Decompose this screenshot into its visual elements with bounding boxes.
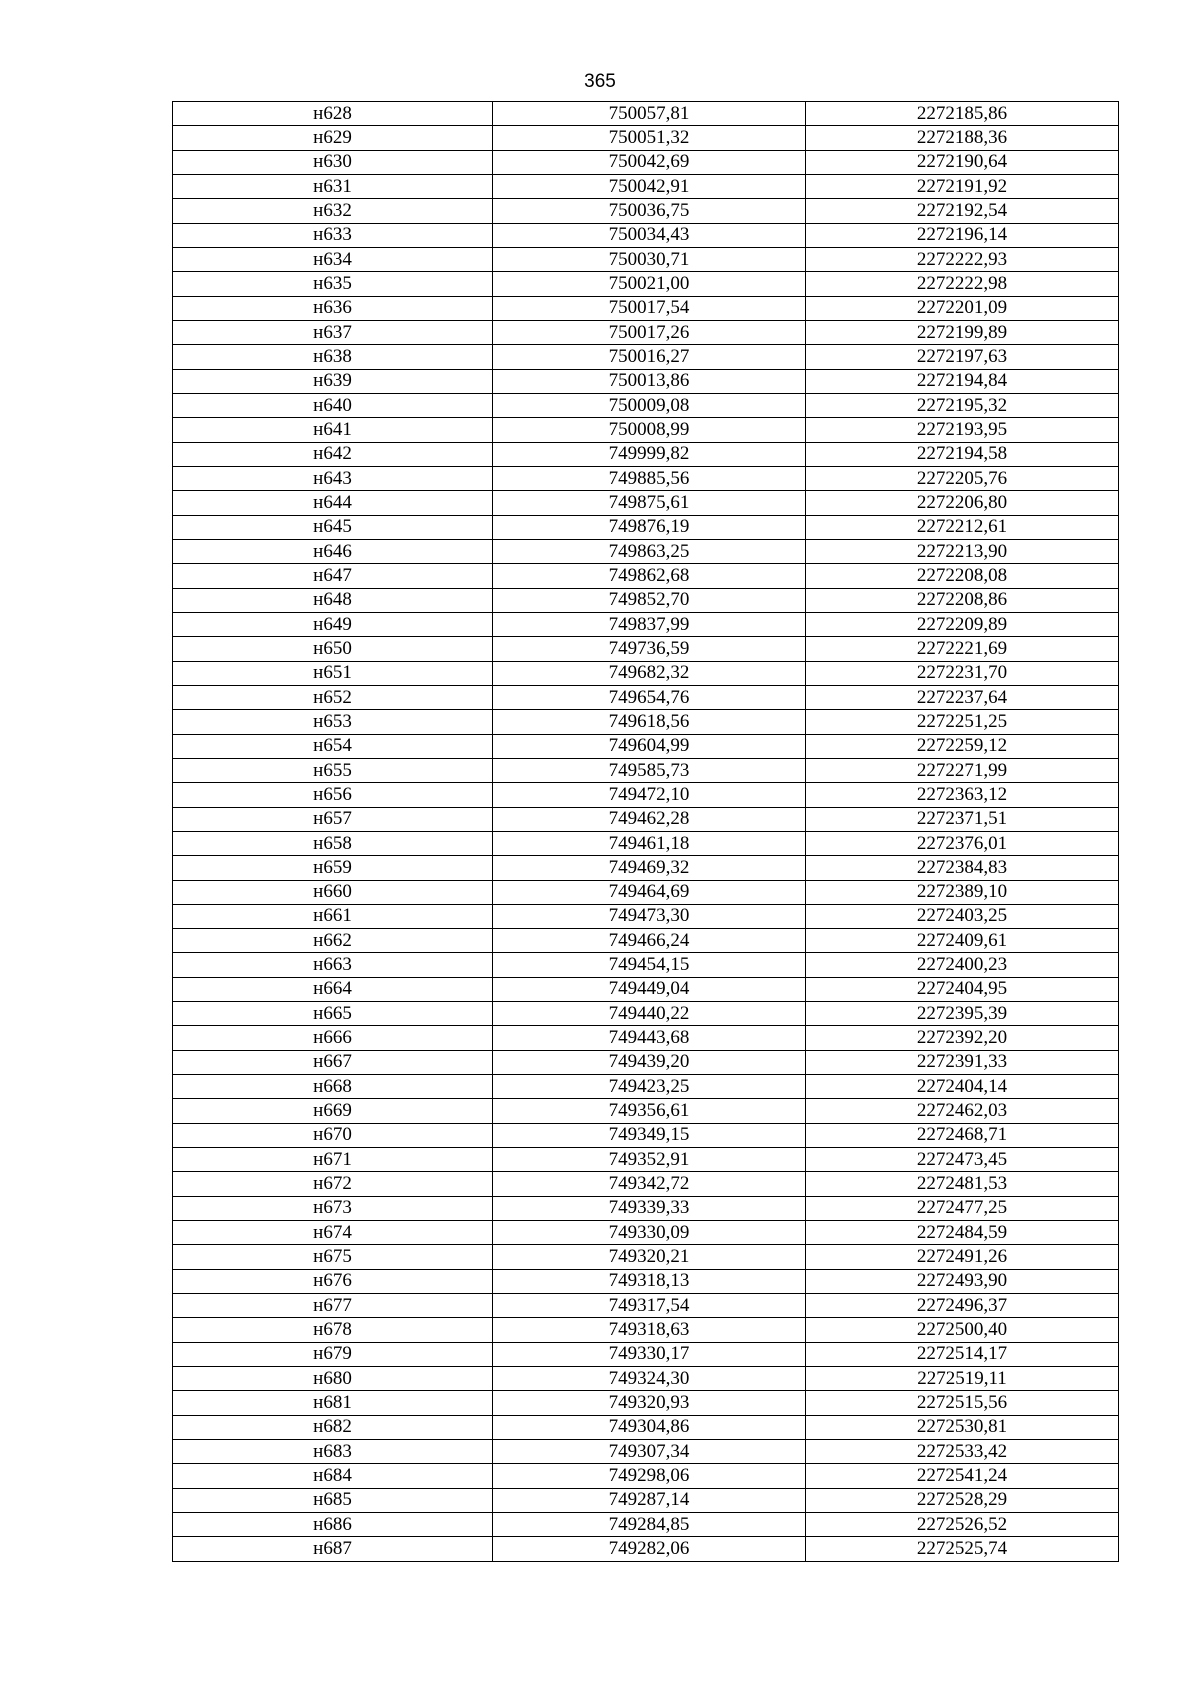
y-coordinate-cell: 2272496,37: [806, 1294, 1119, 1318]
table-row: [173, 223, 1119, 247]
point-id-cell: н628: [173, 102, 493, 126]
y-coordinate-cell: 2272376,01: [806, 831, 1119, 855]
point-id-cell: н638: [173, 345, 493, 369]
table-row: [173, 734, 1119, 758]
y-coordinate-cell: 2272251,25: [806, 710, 1119, 734]
table-row: [173, 1269, 1119, 1293]
y-coordinate-cell: 2272409,61: [806, 929, 1119, 953]
point-id-cell: н679: [173, 1342, 493, 1366]
y-coordinate-cell: 2272515,56: [806, 1391, 1119, 1415]
table-row: [173, 1123, 1119, 1147]
point-id-cell: н685: [173, 1488, 493, 1512]
table-row: [173, 272, 1119, 296]
table-row: [173, 345, 1119, 369]
x-coordinate-cell: 750042,69: [493, 150, 806, 174]
x-coordinate-cell: 749423,25: [493, 1075, 806, 1099]
table-row: [173, 1391, 1119, 1415]
y-coordinate-cell: 2272525,74: [806, 1537, 1119, 1561]
table-row: [173, 564, 1119, 588]
point-id-cell: н659: [173, 856, 493, 880]
y-coordinate-cell: 2272541,24: [806, 1464, 1119, 1488]
table-row: [173, 929, 1119, 953]
x-coordinate-cell: 750021,00: [493, 272, 806, 296]
table-row: [173, 1342, 1119, 1366]
point-id-cell: н633: [173, 223, 493, 247]
x-coordinate-cell: 749298,06: [493, 1464, 806, 1488]
table-row: [173, 783, 1119, 807]
y-coordinate-cell: 2272481,53: [806, 1172, 1119, 1196]
table-row: [173, 831, 1119, 855]
x-coordinate-cell: 750057,81: [493, 102, 806, 126]
y-coordinate-cell: 2272533,42: [806, 1440, 1119, 1464]
y-coordinate-cell: 2272500,40: [806, 1318, 1119, 1342]
table-row: [173, 1221, 1119, 1245]
x-coordinate-cell: 750017,54: [493, 296, 806, 320]
y-coordinate-cell: 2272271,99: [806, 758, 1119, 782]
y-coordinate-cell: 2272491,26: [806, 1245, 1119, 1269]
point-id-cell: н687: [173, 1537, 493, 1561]
point-id-cell: н639: [173, 369, 493, 393]
y-coordinate-cell: 2272259,12: [806, 734, 1119, 758]
y-coordinate-cell: 2272221,69: [806, 637, 1119, 661]
x-coordinate-cell: 749320,21: [493, 1245, 806, 1269]
y-coordinate-cell: 2272208,86: [806, 588, 1119, 612]
y-coordinate-cell: 2272222,98: [806, 272, 1119, 296]
page-number: 365: [584, 71, 616, 92]
table-row: [173, 369, 1119, 393]
table-row: [173, 1099, 1119, 1123]
y-coordinate-cell: 2272222,93: [806, 247, 1119, 271]
x-coordinate-cell: 749682,32: [493, 661, 806, 685]
x-coordinate-cell: 749304,86: [493, 1415, 806, 1439]
point-id-cell: н651: [173, 661, 493, 685]
y-coordinate-cell: 2272195,32: [806, 393, 1119, 417]
x-coordinate-cell: 749317,54: [493, 1294, 806, 1318]
table-row: [173, 1294, 1119, 1318]
x-coordinate-cell: 749472,10: [493, 783, 806, 807]
x-coordinate-cell: 749339,33: [493, 1196, 806, 1220]
point-id-cell: н684: [173, 1464, 493, 1488]
point-id-cell: н635: [173, 272, 493, 296]
y-coordinate-cell: 2272384,83: [806, 856, 1119, 880]
table-row: [173, 539, 1119, 563]
y-coordinate-cell: 2272199,89: [806, 320, 1119, 344]
x-coordinate-cell: 750008,99: [493, 418, 806, 442]
x-coordinate-cell: 749885,56: [493, 466, 806, 490]
table-row: [173, 637, 1119, 661]
point-id-cell: н646: [173, 539, 493, 563]
x-coordinate-cell: 749462,28: [493, 807, 806, 831]
point-id-cell: н661: [173, 904, 493, 928]
table-row: [173, 1050, 1119, 1074]
x-coordinate-cell: 749324,30: [493, 1367, 806, 1391]
x-coordinate-cell: 749439,20: [493, 1050, 806, 1074]
point-id-cell: н665: [173, 1002, 493, 1026]
point-id-cell: н670: [173, 1123, 493, 1147]
x-coordinate-cell: 749449,04: [493, 977, 806, 1001]
point-id-cell: н652: [173, 685, 493, 709]
point-id-cell: н656: [173, 783, 493, 807]
y-coordinate-cell: 2272404,95: [806, 977, 1119, 1001]
y-coordinate-cell: 2272194,58: [806, 442, 1119, 466]
x-coordinate-cell: 749330,09: [493, 1221, 806, 1245]
y-coordinate-cell: 2272403,25: [806, 904, 1119, 928]
table-row: [173, 953, 1119, 977]
x-coordinate-cell: 749461,18: [493, 831, 806, 855]
table-row: [173, 1318, 1119, 1342]
point-id-cell: н637: [173, 320, 493, 344]
y-coordinate-cell: 2272389,10: [806, 880, 1119, 904]
point-id-cell: н655: [173, 758, 493, 782]
x-coordinate-cell: 749654,76: [493, 685, 806, 709]
y-coordinate-cell: 2272468,71: [806, 1123, 1119, 1147]
table-row: [173, 199, 1119, 223]
x-coordinate-cell: 749287,14: [493, 1488, 806, 1512]
x-coordinate-cell: 750051,32: [493, 126, 806, 150]
y-coordinate-cell: 2272363,12: [806, 783, 1119, 807]
table-row: [173, 1148, 1119, 1172]
y-coordinate-cell: 2272514,17: [806, 1342, 1119, 1366]
point-id-cell: н672: [173, 1172, 493, 1196]
y-coordinate-cell: 2272192,54: [806, 199, 1119, 223]
x-coordinate-cell: 749320,93: [493, 1391, 806, 1415]
point-id-cell: н654: [173, 734, 493, 758]
y-coordinate-cell: 2272473,45: [806, 1148, 1119, 1172]
point-id-cell: н642: [173, 442, 493, 466]
table-row: [173, 758, 1119, 782]
table-row: [173, 126, 1119, 150]
y-coordinate-cell: 2272206,80: [806, 491, 1119, 515]
table-row: [173, 710, 1119, 734]
table-row: [173, 174, 1119, 198]
point-id-cell: н658: [173, 831, 493, 855]
point-id-cell: н663: [173, 953, 493, 977]
x-coordinate-cell: 750034,43: [493, 223, 806, 247]
y-coordinate-cell: 2272185,86: [806, 102, 1119, 126]
table-row: [173, 1026, 1119, 1050]
x-coordinate-cell: 749876,19: [493, 515, 806, 539]
x-coordinate-cell: 749618,56: [493, 710, 806, 734]
table-row: [173, 904, 1119, 928]
table-row: [173, 393, 1119, 417]
table-row: [173, 1488, 1119, 1512]
y-coordinate-cell: 2272493,90: [806, 1269, 1119, 1293]
table-row: [173, 1440, 1119, 1464]
table-row: [173, 515, 1119, 539]
y-coordinate-cell: 2272392,20: [806, 1026, 1119, 1050]
x-coordinate-cell: 749349,15: [493, 1123, 806, 1147]
table-row: [173, 1245, 1119, 1269]
table-row: [173, 807, 1119, 831]
y-coordinate-cell: 2272526,52: [806, 1513, 1119, 1537]
table-row: [173, 977, 1119, 1001]
y-coordinate-cell: 2272237,64: [806, 685, 1119, 709]
x-coordinate-cell: 750013,86: [493, 369, 806, 393]
point-id-cell: н632: [173, 199, 493, 223]
y-coordinate-cell: 2272400,23: [806, 953, 1119, 977]
y-coordinate-cell: 2272371,51: [806, 807, 1119, 831]
table-row: [173, 247, 1119, 271]
x-coordinate-cell: 749443,68: [493, 1026, 806, 1050]
point-id-cell: н682: [173, 1415, 493, 1439]
point-id-cell: н649: [173, 612, 493, 636]
point-id-cell: н641: [173, 418, 493, 442]
point-id-cell: н686: [173, 1513, 493, 1537]
point-id-cell: н640: [173, 393, 493, 417]
x-coordinate-cell: 749473,30: [493, 904, 806, 928]
y-coordinate-cell: 2272231,70: [806, 661, 1119, 685]
table-row: [173, 320, 1119, 344]
point-id-cell: н647: [173, 564, 493, 588]
x-coordinate-cell: 749454,15: [493, 953, 806, 977]
point-id-cell: н664: [173, 977, 493, 1001]
point-id-cell: н675: [173, 1245, 493, 1269]
point-id-cell: н674: [173, 1221, 493, 1245]
table-row: [173, 102, 1119, 126]
table-row: [173, 1367, 1119, 1391]
point-id-cell: н677: [173, 1294, 493, 1318]
y-coordinate-cell: 2272519,11: [806, 1367, 1119, 1391]
point-id-cell: н669: [173, 1099, 493, 1123]
point-id-cell: н662: [173, 929, 493, 953]
coordinates-table: [172, 101, 1119, 1562]
y-coordinate-cell: 2272212,61: [806, 515, 1119, 539]
table-row: [173, 418, 1119, 442]
point-id-cell: н668: [173, 1075, 493, 1099]
point-id-cell: н636: [173, 296, 493, 320]
x-coordinate-cell: 749999,82: [493, 442, 806, 466]
y-coordinate-cell: 2272477,25: [806, 1196, 1119, 1220]
point-id-cell: н683: [173, 1440, 493, 1464]
point-id-cell: н630: [173, 150, 493, 174]
table-row: [173, 1415, 1119, 1439]
x-coordinate-cell: 749736,59: [493, 637, 806, 661]
x-coordinate-cell: 749356,61: [493, 1099, 806, 1123]
y-coordinate-cell: 2272391,33: [806, 1050, 1119, 1074]
table-row: [173, 856, 1119, 880]
y-coordinate-cell: 2272191,92: [806, 174, 1119, 198]
table-row: [173, 150, 1119, 174]
x-coordinate-cell: 750016,27: [493, 345, 806, 369]
table-row: [173, 442, 1119, 466]
point-id-cell: н644: [173, 491, 493, 515]
y-coordinate-cell: 2272395,39: [806, 1002, 1119, 1026]
table-row: [173, 1075, 1119, 1099]
y-coordinate-cell: 2272190,64: [806, 150, 1119, 174]
y-coordinate-cell: 2272205,76: [806, 466, 1119, 490]
y-coordinate-cell: 2272201,09: [806, 296, 1119, 320]
y-coordinate-cell: 2272196,14: [806, 223, 1119, 247]
point-id-cell: н650: [173, 637, 493, 661]
x-coordinate-cell: 749875,61: [493, 491, 806, 515]
table-row: [173, 1537, 1119, 1561]
x-coordinate-cell: 749342,72: [493, 1172, 806, 1196]
point-id-cell: н629: [173, 126, 493, 150]
point-id-cell: н657: [173, 807, 493, 831]
x-coordinate-cell: 749464,69: [493, 880, 806, 904]
x-coordinate-cell: 749307,34: [493, 1440, 806, 1464]
y-coordinate-cell: 2272213,90: [806, 539, 1119, 563]
point-id-cell: н648: [173, 588, 493, 612]
point-id-cell: н643: [173, 466, 493, 490]
point-id-cell: н634: [173, 247, 493, 271]
y-coordinate-cell: 2272193,95: [806, 418, 1119, 442]
table-row: [173, 880, 1119, 904]
coordinates-table-body: [173, 102, 1119, 1562]
table-row: [173, 588, 1119, 612]
table-row: [173, 612, 1119, 636]
x-coordinate-cell: 749330,17: [493, 1342, 806, 1366]
x-coordinate-cell: 749837,99: [493, 612, 806, 636]
x-coordinate-cell: 750036,75: [493, 199, 806, 223]
table-row: [173, 1002, 1119, 1026]
y-coordinate-cell: 2272209,89: [806, 612, 1119, 636]
x-coordinate-cell: 750030,71: [493, 247, 806, 271]
y-coordinate-cell: 2272188,36: [806, 126, 1119, 150]
point-id-cell: н631: [173, 174, 493, 198]
table-row: [173, 1464, 1119, 1488]
x-coordinate-cell: 750017,26: [493, 320, 806, 344]
point-id-cell: н667: [173, 1050, 493, 1074]
x-coordinate-cell: 750042,91: [493, 174, 806, 198]
point-id-cell: н676: [173, 1269, 493, 1293]
table-row: [173, 466, 1119, 490]
y-coordinate-cell: 2272208,08: [806, 564, 1119, 588]
x-coordinate-cell: 749852,70: [493, 588, 806, 612]
point-id-cell: н681: [173, 1391, 493, 1415]
table-row: [173, 1513, 1119, 1537]
y-coordinate-cell: 2272462,03: [806, 1099, 1119, 1123]
table-row: [173, 1172, 1119, 1196]
x-coordinate-cell: 749440,22: [493, 1002, 806, 1026]
point-id-cell: н660: [173, 880, 493, 904]
x-coordinate-cell: 749604,99: [493, 734, 806, 758]
x-coordinate-cell: 749318,63: [493, 1318, 806, 1342]
y-coordinate-cell: 2272194,84: [806, 369, 1119, 393]
y-coordinate-cell: 2272484,59: [806, 1221, 1119, 1245]
x-coordinate-cell: 749284,85: [493, 1513, 806, 1537]
x-coordinate-cell: 749466,24: [493, 929, 806, 953]
table-row: [173, 661, 1119, 685]
x-coordinate-cell: 749585,73: [493, 758, 806, 782]
y-coordinate-cell: 2272404,14: [806, 1075, 1119, 1099]
point-id-cell: н666: [173, 1026, 493, 1050]
table-row: [173, 1196, 1119, 1220]
table-row: [173, 685, 1119, 709]
point-id-cell: н653: [173, 710, 493, 734]
y-coordinate-cell: 2272530,81: [806, 1415, 1119, 1439]
x-coordinate-cell: 750009,08: [493, 393, 806, 417]
x-coordinate-cell: 749352,91: [493, 1148, 806, 1172]
y-coordinate-cell: 2272197,63: [806, 345, 1119, 369]
y-coordinate-cell: 2272528,29: [806, 1488, 1119, 1512]
point-id-cell: н645: [173, 515, 493, 539]
point-id-cell: н673: [173, 1196, 493, 1220]
x-coordinate-cell: 749318,13: [493, 1269, 806, 1293]
x-coordinate-cell: 749469,32: [493, 856, 806, 880]
table-row: [173, 491, 1119, 515]
x-coordinate-cell: 749282,06: [493, 1537, 806, 1561]
point-id-cell: н671: [173, 1148, 493, 1172]
x-coordinate-cell: 749863,25: [493, 539, 806, 563]
point-id-cell: н678: [173, 1318, 493, 1342]
table-row: [173, 296, 1119, 320]
x-coordinate-cell: 749862,68: [493, 564, 806, 588]
point-id-cell: н680: [173, 1367, 493, 1391]
